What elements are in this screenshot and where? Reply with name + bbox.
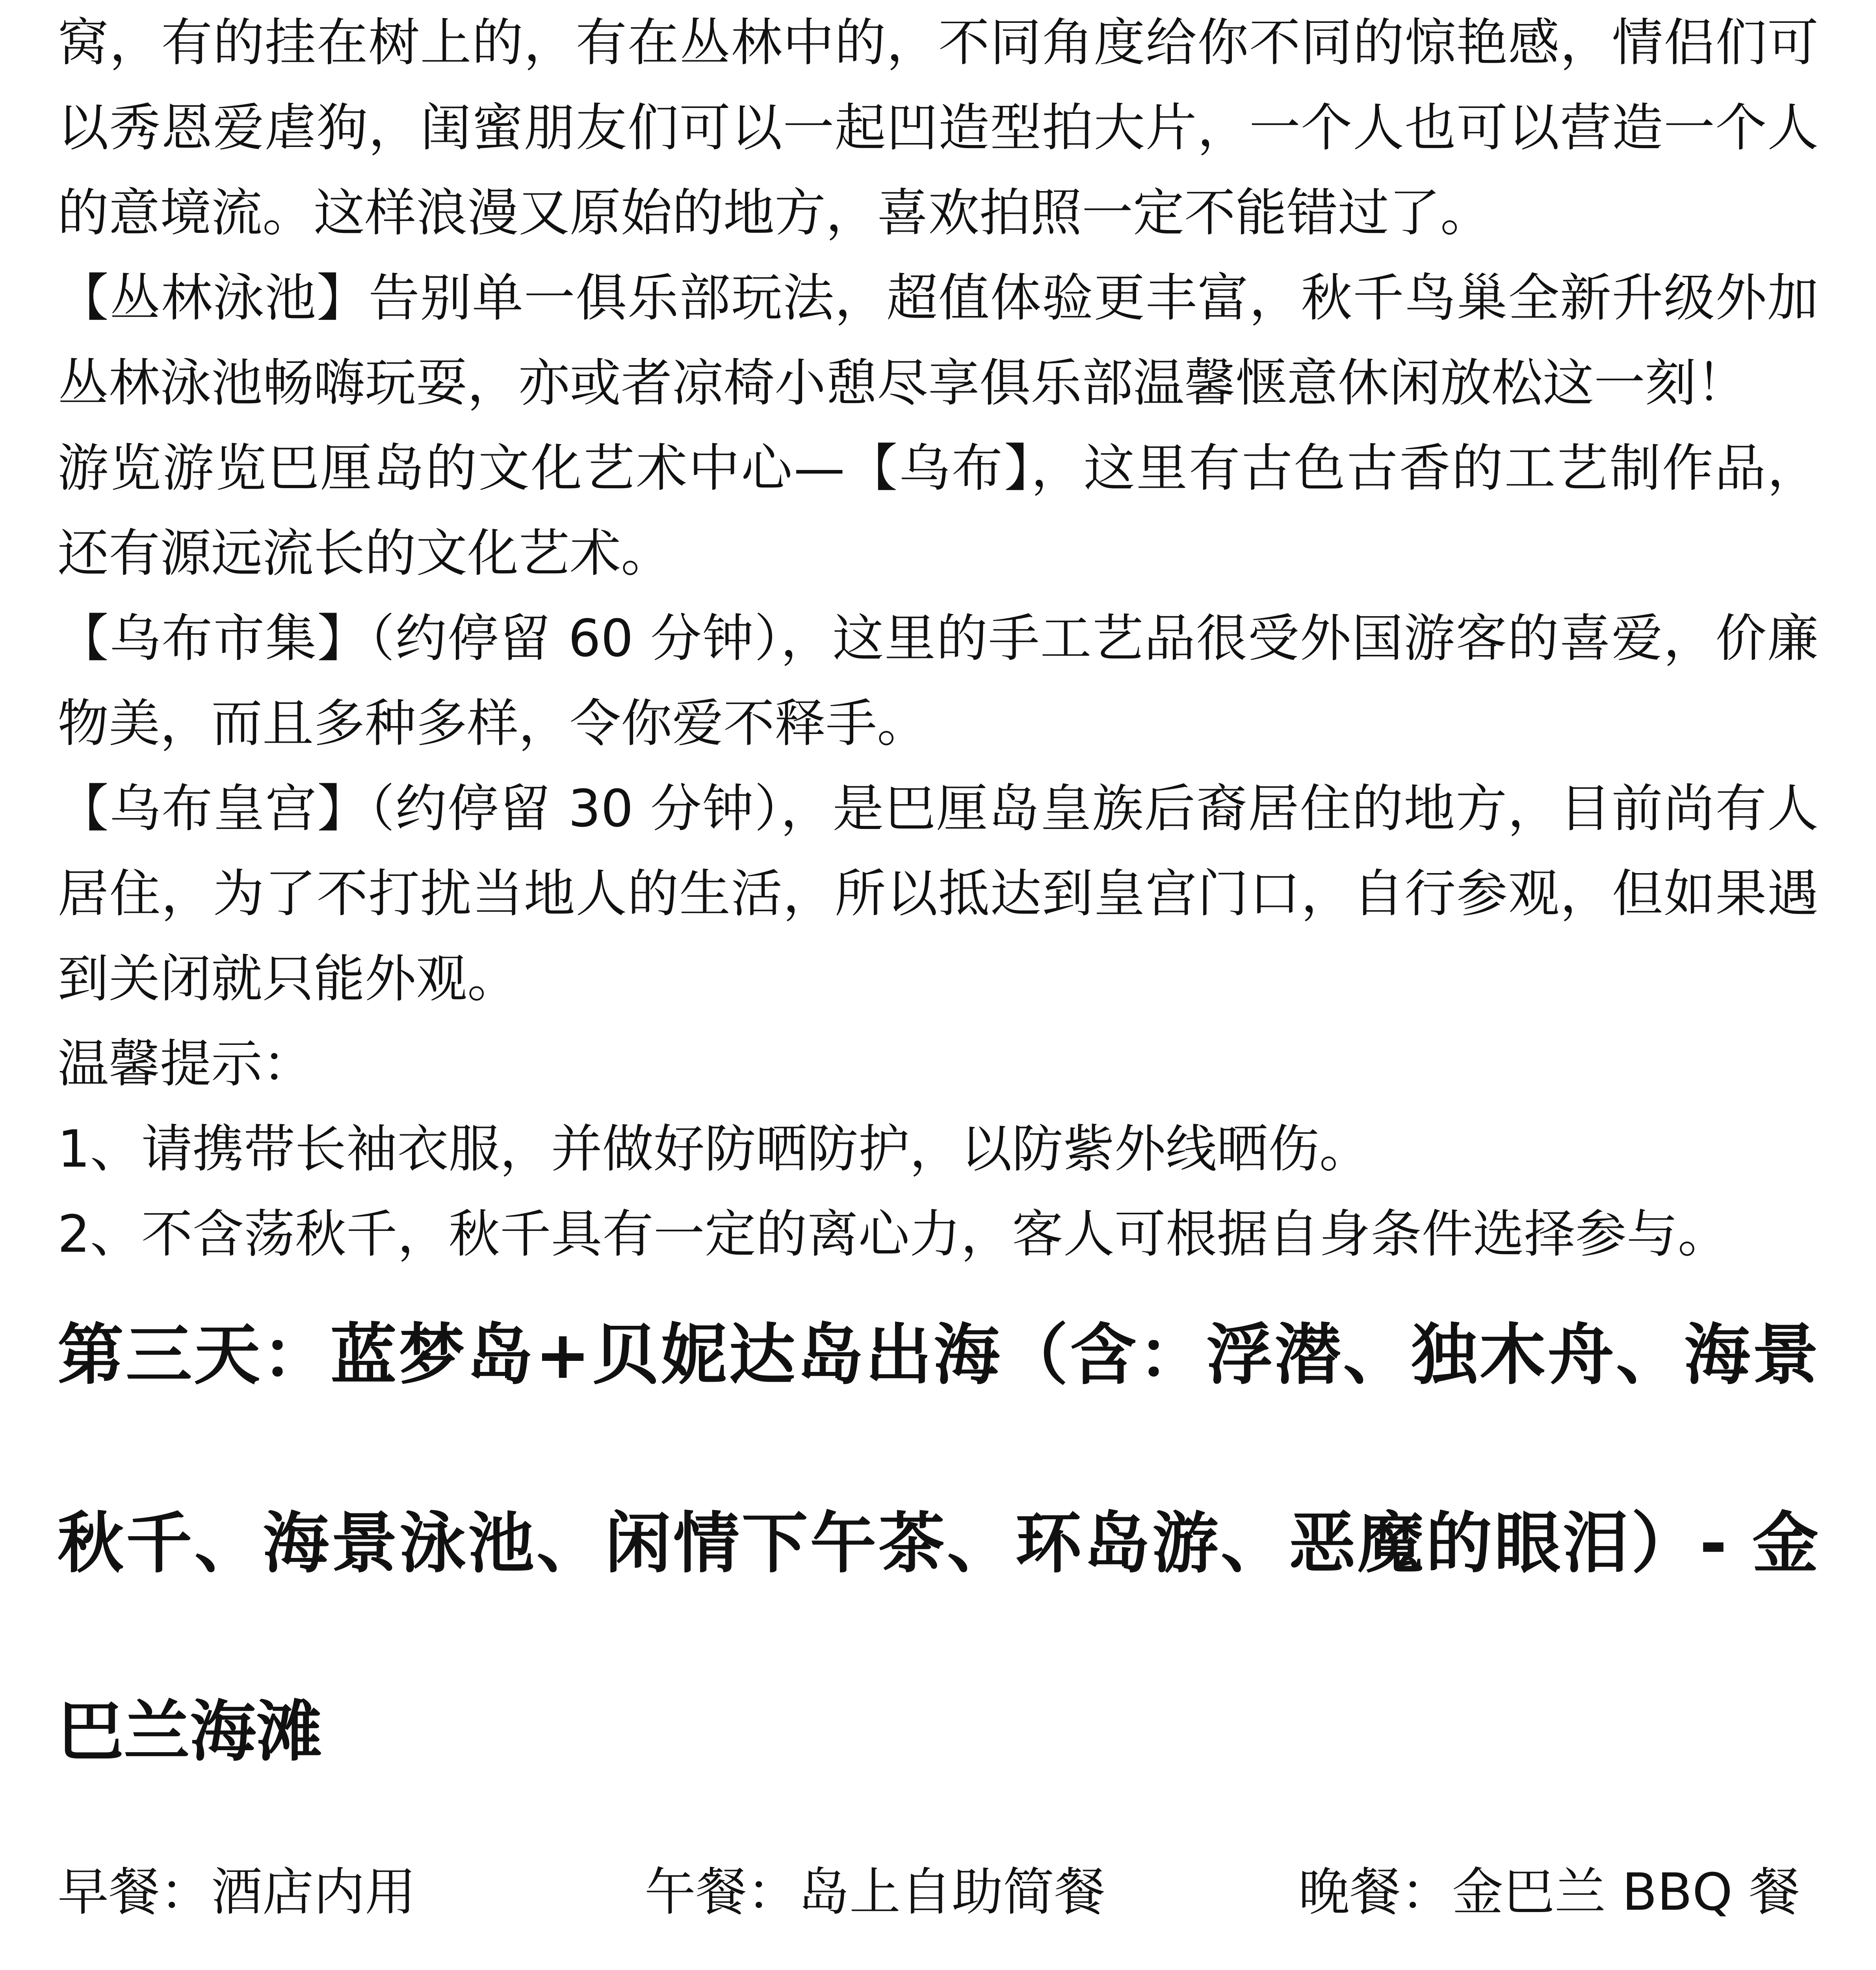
intro-paragraph-ubud-market: 【乌布市集】（约停留 60 分钟），这里的手工艺品很受外国游客的喜爱，价廉物美，而且多种多样，令你爱不释手。 [58, 608, 1818, 753]
intro-paragraph-nest: 窝，有的挂在树上的，有在丛林中的，不同角度给你不同的惊艳感，情侣们可以秀恩爱虐狗，闺蜜朋友们可以一起凹造型拍大片，一个人也可以营造一个人的意境流。这样浪漫又原始的地方，喜欢拍照一定不能错过了。 [58, 13, 1818, 243]
tip-item-2: 2、不含荡秋千，秋千具有一定的离心力，客人可根据自身条件选择参与。 [58, 1204, 1729, 1264]
day-three-heading: 第三天：蓝梦岛+贝妮达岛出海（含：浮潜、独木舟、海景秋千、海景泳池、闲情下午茶、环岛游、恶魔的眼泪）- 金巴兰海滩 [58, 1316, 1818, 1770]
intro-paragraph-jungle-pool: 【丛林泳池】告别单一俱乐部玩法，超值体验更丰富，秋千鸟巢全新升级外加丛林泳池畅嗨玩耍，亦或者凉椅小憩尽享俱乐部温馨惬意休闲放松这一刻！ [58, 268, 1818, 413]
meals-row [58, 1849, 1818, 1935]
document-page [58, 0, 1818, 1970]
intro-paragraph-ubud-palace: 【乌布皇宫】（约停留 30 分钟），是巴厘岛皇族后裔居住的地方，目前尚有人居住，为了不打扰当地人的生活，所以抵达到皇宫门口，自行参观，但如果遇到关闭就只能外观。 [58, 779, 1818, 1009]
tips-title: 温馨提示： [58, 1034, 314, 1094]
meal-lunch: 午餐：岛上自助简餐 [645, 1862, 1106, 1922]
meal-breakfast: 早餐：酒店内用 [58, 1862, 416, 1922]
tip-item-1: 1、请携带长袖衣服，并做好防晒防护，以防紫外线晒伤。 [58, 1119, 1371, 1179]
intro-section [58, 0, 1818, 1277]
intro-paragraph-ubud: 游览游览巴厘岛的文化艺术中心—【乌布】，这里有古色古香的工艺制作品，还有源远流长的文化艺术。 [58, 438, 1818, 583]
meal-dinner: 晚餐：金巴兰 BBQ 餐 [1298, 1862, 1800, 1922]
